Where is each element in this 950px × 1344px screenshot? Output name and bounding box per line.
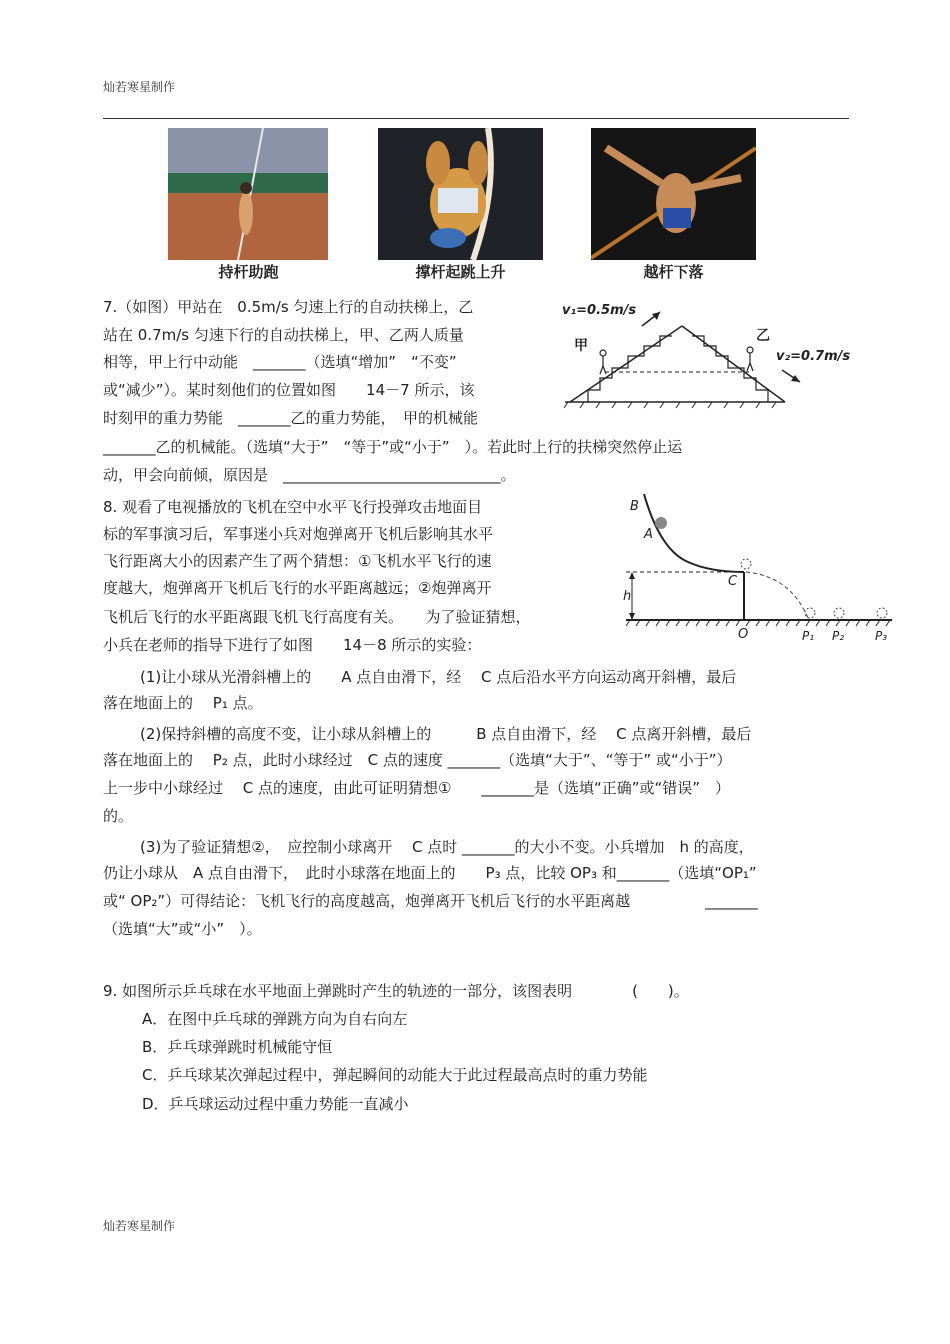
trajectory: [746, 572, 808, 618]
q7-line: 7.（如图）甲站在 0.5m/s 匀速上行的自动扶梯上，乙: [103, 298, 474, 316]
ramp-figure: [620, 490, 895, 645]
person-b-label: 乙: [756, 328, 770, 344]
photo-falling: [591, 128, 756, 260]
q8-part3-line: 或“ OP₂”）可得结论：飞机飞行的高度越高，炮弹离开飞机后飞行的水平距离越 _______: [103, 892, 758, 910]
photo-caption-run-up: 持杆助跑: [218, 263, 279, 281]
down-escalator-steps: [692, 336, 768, 402]
q9-option-c: C．乒乓球某次弹起过程中，弹起瞬间的动能大于此过程最高点时的重力势能: [142, 1066, 648, 1084]
label-h: h: [623, 589, 632, 604]
q7-line: 动，甲会向前倾，原因是 _____________________________。: [103, 466, 516, 484]
q8-part3-line: 仍让小球从 A 点自由滑下， 此时小球落在地面上的 P₃ 点，比较 OP₃ 和_______（选填“OP₁”: [103, 864, 757, 882]
q8-part1-line: 落在地面上的 P₁ 点。: [103, 694, 263, 712]
q8-line: 小兵在老师的指导下进行了如图 14－8 所示的实验：: [103, 636, 482, 654]
height-arrow-top: [629, 572, 635, 579]
ground-hatch: [564, 402, 776, 408]
ball-at-a: [655, 517, 667, 529]
q8-part2-line: (2)保持斜槽的高度不变，让小球从斜槽上的 B 点自由滑下，经 C 点离开斜槽，最后: [140, 725, 752, 743]
v1-label: v₁=0.5m/s: [562, 303, 637, 318]
person-b-icon: [747, 347, 753, 371]
label-b: B: [630, 499, 639, 514]
up-escalator-steps: [588, 336, 672, 402]
q8-part1-line: (1)让小球从光滑斜槽上的 A 点自由滑下，经 C 点后沿水平方向运动离开斜槽，最后: [140, 668, 737, 686]
q9-stem: 9. 如图所示乒乓球在水平地面上弹跳时产生的轨迹的一部分，该图表明 ( )。: [103, 982, 689, 1000]
q9-option-d: D．乒乓球运动过程中重力势能一直减小: [142, 1095, 409, 1113]
label-p3: P₃: [875, 629, 888, 643]
q8-part2-line: 落在地面上的 P₂ 点，此时小球经过 C 点的速度 _______（选填“大于”、“等于” 或“小于”）: [103, 751, 732, 769]
person-a-icon: [600, 350, 606, 374]
q8-part3-line: （选填“大”或“小” ）。: [103, 920, 262, 938]
q7-line: _______乙的机械能。（选填“大于” “等于”或“小于” ）。若此时上行的扶梯突然停止运: [103, 438, 683, 456]
q9-option-a: A．在图中乒乓球的弹跳方向为自右向左: [142, 1010, 408, 1028]
photo-caption-falling: 越杆下落: [643, 263, 704, 281]
photo-takeoff: [378, 128, 543, 260]
label-p2: P₂: [832, 629, 845, 643]
page-header: 灿若寒星制作: [103, 80, 176, 94]
q7-line: 相等，甲上行中动能 _______（选填“增加” “不变”: [103, 353, 457, 371]
label-c: C: [728, 574, 738, 589]
q7-line: 时刻甲的重力势能 _______乙的重力势能， 甲的机械能: [103, 409, 479, 427]
q8-line: 8. 观看了电视播放的飞机在空中水平飞行投弹攻击地面目: [103, 498, 483, 516]
label-p1: P₁: [802, 629, 815, 643]
ball-at-p1: [805, 608, 815, 618]
q8-line: 标的军事演习后，军事迷小兵对炮弹离开飞机后影响其水平: [103, 525, 494, 543]
person-a-label: 甲: [574, 338, 588, 354]
q7-line: 或“减少”）。某时刻他们的位置如图 14－7 所示，该: [103, 381, 475, 399]
ball-at-p2: [834, 608, 844, 618]
q8-part3-line: (3)为了验证猜想②， 应控制小球离开 C 点时 _______的大小不变。小兵增加 h 的高度，: [140, 838, 754, 856]
q8-part2-line: 上一步中小球经过 C 点的速度，由此可证明猜想① _______是（选填“正确”或“错误” ）: [103, 779, 731, 797]
page-footer: 灿若寒星制作: [103, 1219, 176, 1233]
escalator-figure: [560, 298, 850, 413]
ball-at-c: [741, 559, 751, 569]
q8-line: 飞机后飞行的水平距离跟飞机飞行高度有关。 为了验证猜想，: [103, 608, 531, 626]
photo-caption-takeoff: 撑杆起跳上升: [415, 263, 506, 281]
header-divider: [103, 118, 849, 119]
q7-line: 站在 0.7m/s 匀速下行的自动扶梯上，甲、乙两人质量: [103, 326, 464, 344]
q8-line: 飞行距离大小的因素产生了两个猜想：①飞机水平飞行的速: [103, 552, 492, 570]
ramp-curve: [644, 494, 744, 572]
q9-option-b: B．乒乓球弹跳时机械能守恒: [142, 1038, 333, 1056]
q8-part2-line: 的。: [103, 807, 134, 825]
photo-run-up: [168, 128, 328, 260]
label-o: O: [738, 627, 749, 642]
height-arrow-bottom: [629, 613, 635, 620]
label-a: A: [644, 527, 653, 542]
v1-arrowhead: [652, 312, 660, 320]
ball-at-p3: [877, 608, 887, 618]
v2-label: v₂=0.7m/s: [776, 349, 850, 364]
q8-line: 度越大，炮弹离开飞机后飞行的水平距离越远；②炮弹离开: [103, 579, 492, 597]
